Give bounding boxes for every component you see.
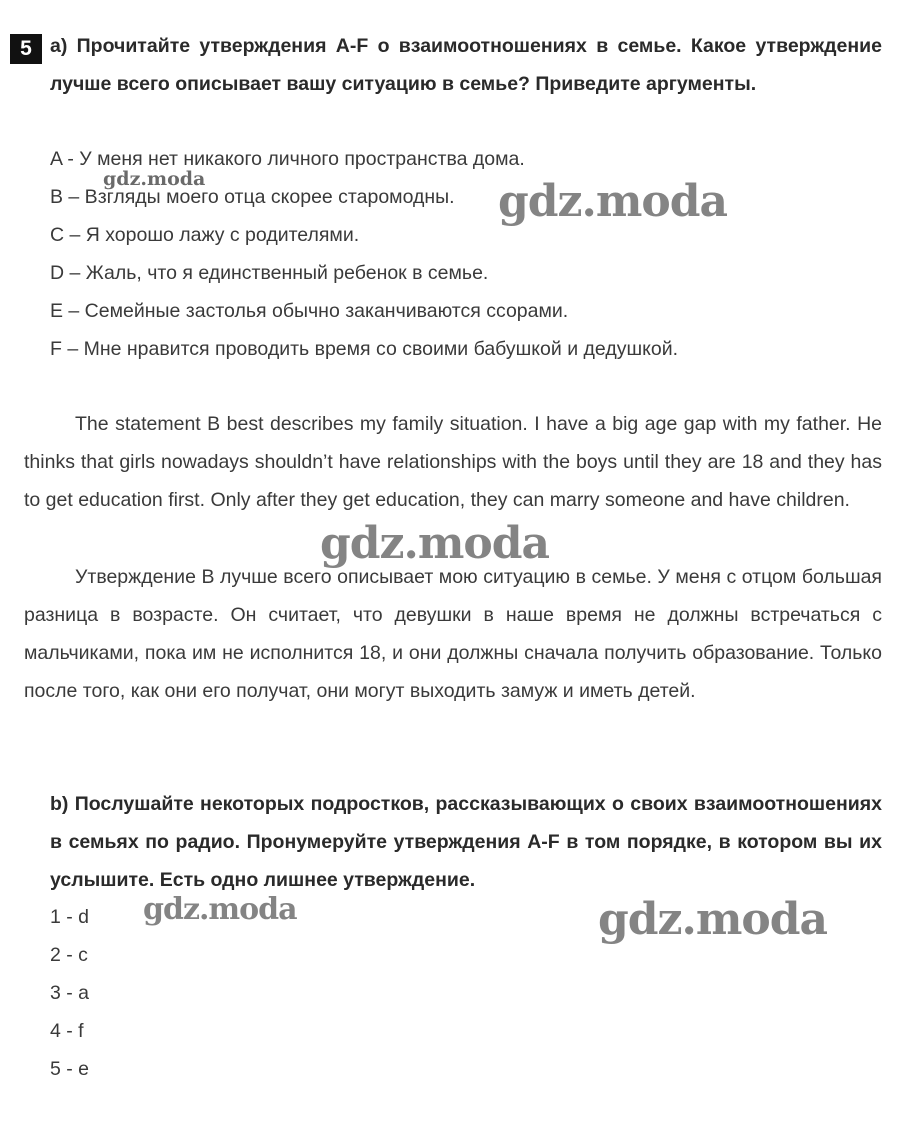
- answer-english-paragraph: The statement B best describes my family situation. I have a big age gap with my father. He thinks that girls nowadays shouldn’t have relationships with the boys until they are 18 and they has to get education first. Only after they get education, they can marry someone and have children.: [24, 413, 882, 511]
- watermark: gdz.moda: [143, 892, 297, 927]
- watermark: gdz.moda: [498, 176, 728, 227]
- answer-item: 4 - f: [50, 1020, 84, 1042]
- watermark: gdz.moda: [320, 518, 550, 569]
- statement-item: B – Взгляды моего отца скорее старомодны.: [50, 186, 455, 208]
- answer-item: 5 - e: [50, 1058, 90, 1080]
- answer-item: 1 - d: [50, 906, 90, 928]
- statement-item: D – Жаль, что я единственный ребенок в семье.: [50, 262, 489, 284]
- watermark: gdz.moda: [103, 168, 206, 190]
- statement-item: F – Мне нравится проводить время со своими бабушкой и дедушкой.: [50, 338, 678, 360]
- statement-item: A - У меня нет никакого личного пространства дома.: [50, 148, 525, 170]
- answer-item: 3 - a: [50, 982, 90, 1004]
- task-b-instruction: b) Послушайте некоторых подростков, рассказывающих о своих взаимоотношениях в семьях по радио. Пронумеруйте утверждения A-F в том порядке, в котором вы их услышите. Есть одно лишнее утверждение.: [50, 793, 882, 891]
- answer-list: [50, 898, 89, 1088]
- watermark: gdz.moda: [598, 894, 828, 945]
- statement-item: E – Семейные застолья обычно заканчиваются ссорами.: [50, 300, 569, 322]
- answer-item: 2 - c: [50, 944, 88, 966]
- statement-item: C – Я хорошо лажу с родителями.: [50, 224, 360, 246]
- task-a-instruction: a) Прочитайте утверждения A-F о взаимоотношениях в семье. Какое утверждение лучше всего описывает вашу ситуацию в семье? Приведите аргументы.: [50, 35, 882, 95]
- answer-russian-paragraph: Утверждение B лучше всего описывает мою ситуацию в семье. У меня с отцом большая разница в возрасте. Он считает, что девушки в наше время не должны встречаться с мальчиками, пока им не исполнится 18, и они должны сначала получить образование. Только после того, как они его получат, они могут выходить замуж и иметь детей.: [24, 566, 882, 702]
- exercise-number-badge: 5: [10, 34, 42, 64]
